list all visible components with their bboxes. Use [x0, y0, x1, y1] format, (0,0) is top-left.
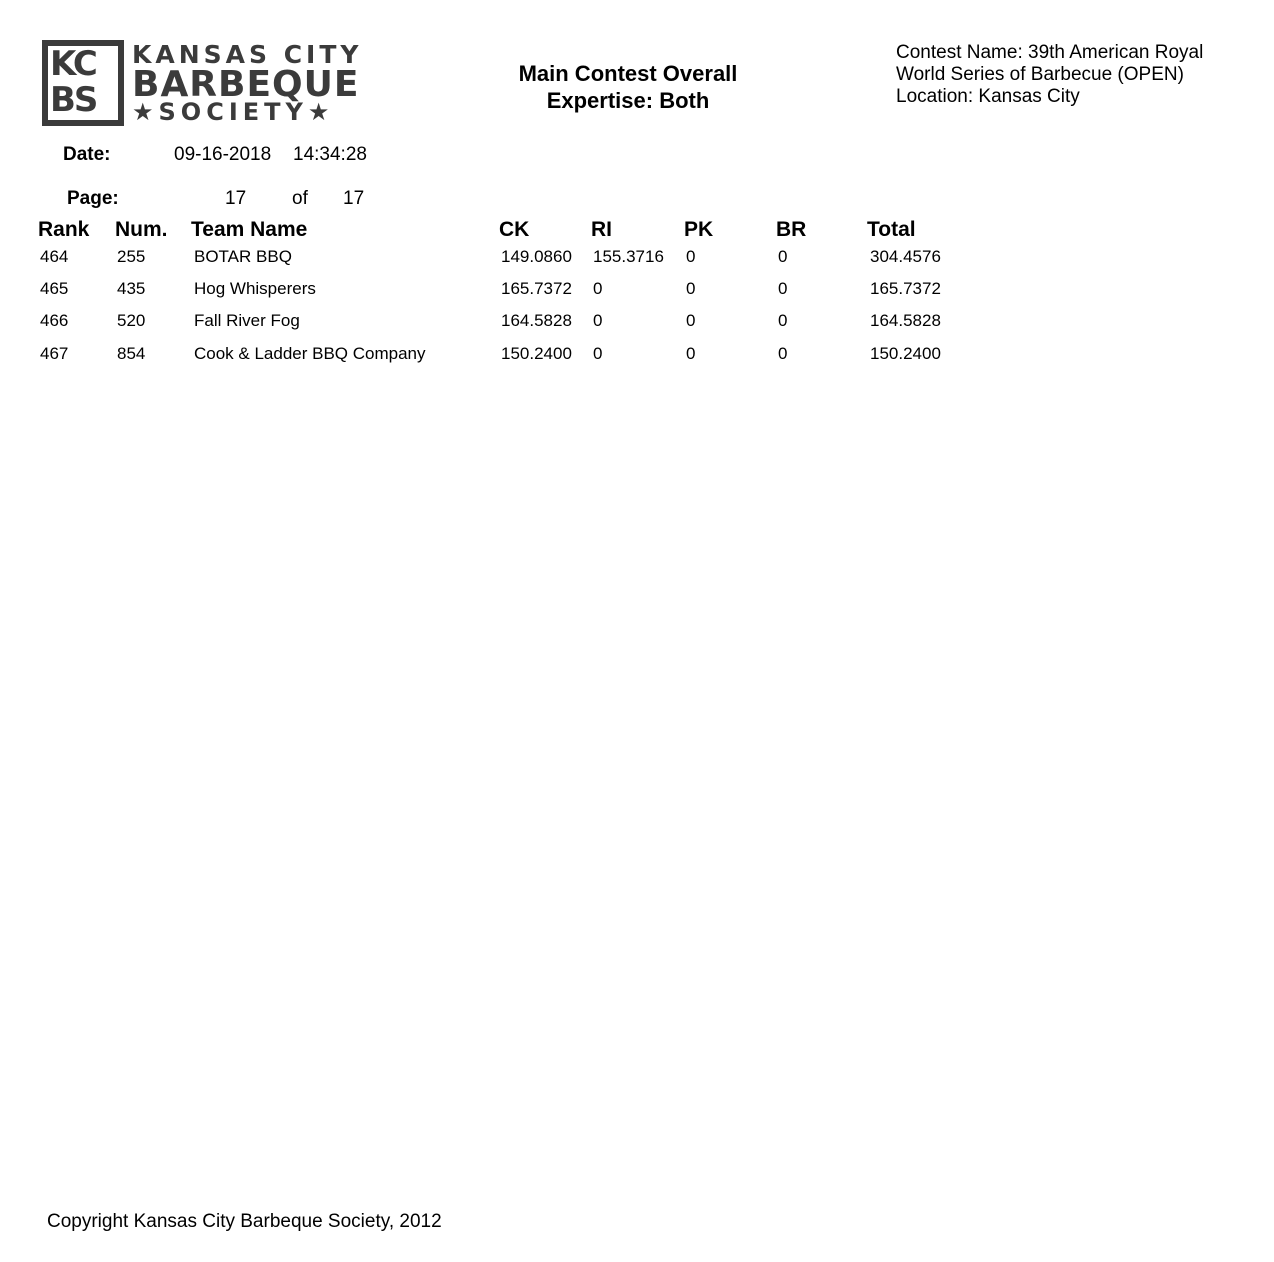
time-value: 14:34:28: [293, 144, 367, 165]
cell-rank: 464: [40, 247, 69, 266]
page-of-label: of: [292, 188, 308, 209]
kcbs-logo: [42, 40, 372, 130]
cell-total: 304.4576: [870, 247, 941, 266]
cell-br: 0: [778, 311, 788, 330]
logo-text-line2: BARBEQUE: [132, 64, 360, 105]
col-header-ck: CK: [499, 218, 530, 241]
logo-text-line1: KANSAS CITY: [132, 40, 363, 69]
cell-ck: 165.7372: [501, 279, 572, 298]
cell-team-name: Cook & Ladder BBQ Company: [194, 344, 426, 363]
cell-total: 165.7372: [870, 279, 941, 298]
date-value: 09-16-2018: [174, 144, 272, 165]
page-label: Page:: [67, 188, 119, 209]
contest-location: Location: Kansas City: [896, 86, 1080, 107]
cell-ck: 164.5828: [501, 311, 572, 330]
report-title-line2: Expertise: Both: [546, 88, 710, 113]
cell-team-name: Hog Whisperers: [194, 279, 316, 298]
cell-ri: 0: [593, 311, 603, 330]
col-header-team-name: Team Name: [191, 218, 308, 241]
col-header-pk: PK: [684, 218, 714, 241]
cell-rank: 465: [40, 279, 69, 298]
kcbs-logo-mark: [42, 40, 124, 126]
cell-ri: 0: [593, 344, 603, 363]
cell-br: 0: [778, 344, 788, 363]
cell-num: 255: [117, 247, 146, 266]
cell-team-name: BOTAR BBQ: [194, 247, 292, 266]
contest-info: [896, 42, 1226, 108]
cell-ri: 0: [593, 279, 603, 298]
col-header-ri: RI: [591, 218, 612, 241]
logo-text-line3: ★SOCIETY★: [132, 98, 335, 126]
cell-rank: 467: [40, 344, 69, 363]
copyright-text: Copyright Kansas City Barbeque Society, 2012: [47, 1211, 442, 1232]
cell-num: 435: [117, 279, 146, 298]
cell-pk: 0: [686, 279, 696, 298]
cell-pk: 0: [686, 247, 696, 266]
cell-ri: 155.3716: [593, 247, 664, 266]
cell-num: 854: [117, 344, 146, 363]
col-header-total: Total: [867, 218, 916, 241]
contest-name: Contest Name: 39th American Royal World Series of Barbecue (OPEN): [896, 42, 1204, 85]
col-header-num: Num.: [115, 218, 168, 241]
cell-br: 0: [778, 279, 788, 298]
cell-num: 520: [117, 311, 146, 330]
logo-mark-top: KC: [50, 44, 96, 84]
cell-team-name: Fall River Fog: [194, 311, 300, 330]
cell-ck: 150.2400: [501, 344, 572, 363]
date-label: Date:: [63, 144, 111, 165]
cell-pk: 0: [686, 344, 696, 363]
page-total: 17: [343, 188, 365, 209]
cell-ck: 149.0860: [501, 247, 572, 266]
cell-pk: 0: [686, 311, 696, 330]
page-number: 17: [225, 188, 247, 209]
cell-rank: 466: [40, 311, 69, 330]
report-title-line1: Main Contest Overall: [518, 61, 738, 86]
report-title: [480, 60, 776, 114]
cell-total: 164.5828: [870, 311, 941, 330]
cell-total: 150.2400: [870, 344, 941, 363]
cell-br: 0: [778, 247, 788, 266]
col-header-br: BR: [776, 218, 807, 241]
logo-mark-bottom: BS: [50, 80, 97, 120]
col-header-rank: Rank: [38, 218, 90, 241]
